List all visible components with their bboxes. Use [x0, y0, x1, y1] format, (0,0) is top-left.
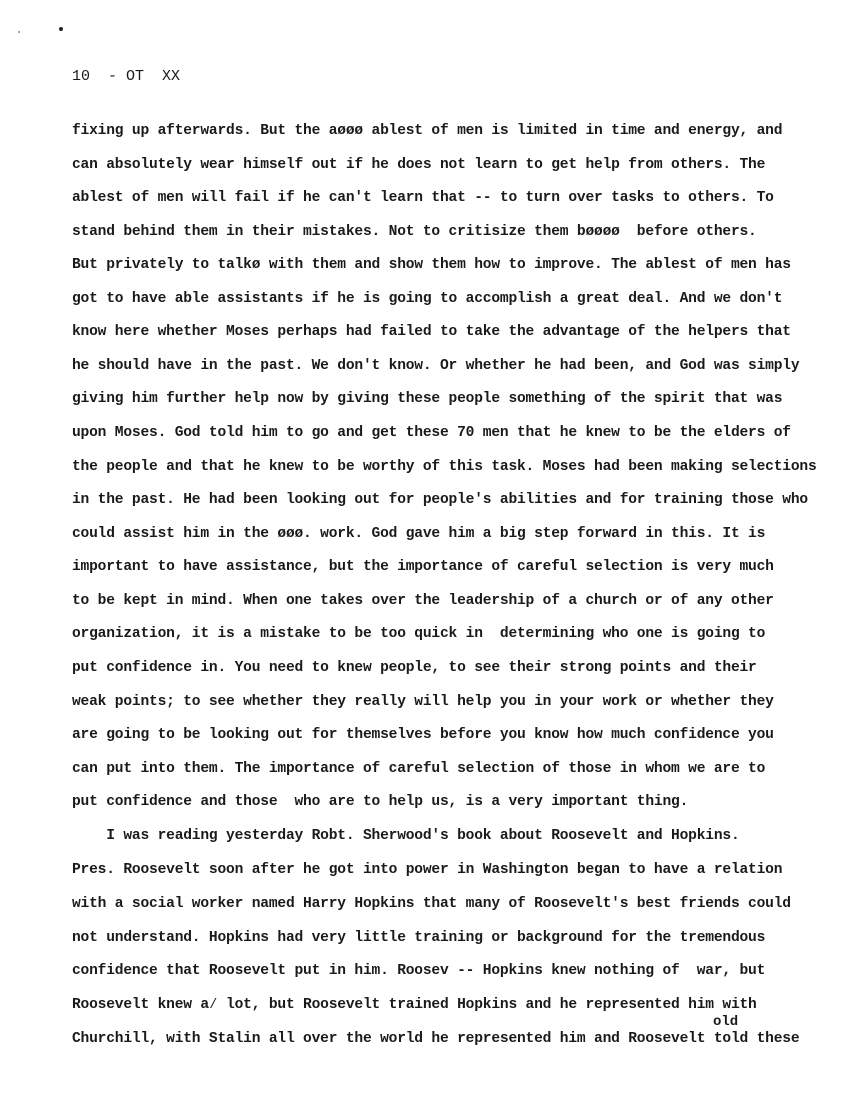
- text-line: I was reading yesterday Robt. Sherwood's book about Roosevelt and Hopkins.: [72, 828, 740, 844]
- scan-speck: [18, 31, 20, 33]
- text-line: can put into them. The importance of careful selection of those in whom we are to: [72, 761, 766, 777]
- text-line: can absolutely wear himself out if he does not learn to get help from others. The: [72, 157, 766, 173]
- text-line: put confidence and those who are to help us, is a very important thing.: [72, 794, 689, 810]
- scan-dot: [59, 27, 63, 31]
- text-line: he should have in the past. We don't know. Or whether he had been, and God was simply: [72, 358, 800, 374]
- text-line: important to have assistance, but the importance of careful selection is very much: [72, 559, 774, 575]
- text-line: know here whether Moses perhaps had failed to take the advantage of the helpers that: [72, 324, 791, 340]
- text-line: Roosevelt knew a⁄ lot, but Roosevelt trained Hopkins and he represented him with: [72, 997, 757, 1013]
- text-line: stand behind them in their mistakes. Not to critisize them bøøøø before others.: [72, 224, 757, 240]
- text-line: organization, it is a mistake to be too quick in determining who one is going to: [72, 626, 766, 642]
- interlinear-insertion: old: [713, 1014, 739, 1030]
- text-line: confidence that Roosevelt put in him. Roosev -- Hopkins knew nothing of war, but: [72, 963, 766, 979]
- text-line: with a social worker named Harry Hopkins that many of Roosevelt's best friends could: [72, 896, 791, 912]
- text-line: got to have able assistants if he is going to accomplish a great deal. And we don't: [72, 291, 783, 307]
- text-line: ablest of men will fail if he can't learn that -- to turn over tasks to others. To: [72, 190, 774, 206]
- text-line: upon Moses. God told him to go and get these 70 men that he knew to be the elders of: [72, 425, 791, 441]
- text-line: fixing up afterwards. But the aøøø ablest of men is limited in time and energy, and: [72, 123, 783, 139]
- text-line: to be kept in mind. When one takes over the leadership of a church or of any other: [72, 593, 774, 609]
- text-line: could assist him in the øøø. work. God gave him a big step forward in this. It is: [72, 526, 766, 542]
- text-line: But privately to talkø with them and show them how to improve. The ablest of men has: [72, 257, 791, 273]
- text-line: in the past. He had been looking out for people's abilities and for training those who: [72, 492, 808, 508]
- text-line: giving him further help now by giving these people something of the spirit that was: [72, 391, 783, 407]
- text-line: not understand. Hopkins had very little training or background for the tremendous: [72, 930, 766, 946]
- text-line: are going to be looking out for themselves before you know how much confidence you: [72, 727, 774, 743]
- text-line: weak points; to see whether they really will help you in your work or whether they: [72, 694, 774, 710]
- page-header: 10 - OT XX: [72, 68, 181, 85]
- text-line: the people and that he knew to be worthy of this task. Moses had been making selections: [72, 459, 817, 475]
- text-line: Pres. Roosevelt soon after he got into power in Washington began to have a relation: [72, 862, 783, 878]
- text-line: put confidence in. You need to knew people, to see their strong points and their: [72, 660, 757, 676]
- text-line: Churchill, with Stalin all over the world he represented him and Roosevelt told these: [72, 1031, 800, 1047]
